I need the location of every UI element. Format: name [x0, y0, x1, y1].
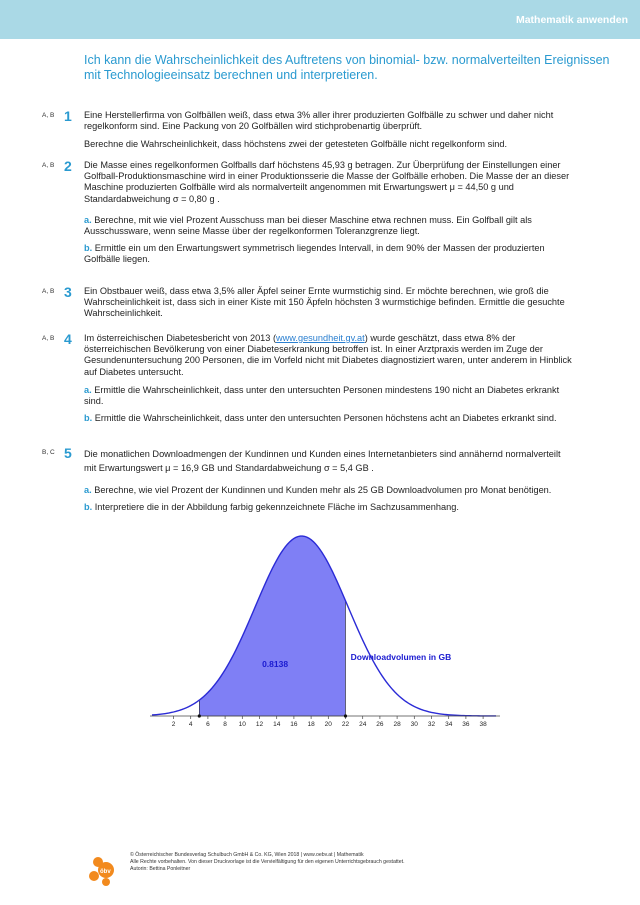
task-text: Ein Obstbauer weiß, dass etwa 3,5% aller Äpfel seiner Ernte wurmstichig sind. Er möchte berechnen, wie groß die Wahrscheinlichkeit ist, dass sich in einer Kiste mit 150 Äpfeln höchsten 3 wurmstichige befinden. Ermittle die gesuchte Wahrscheinlichkeit. — [84, 286, 565, 319]
subtask-label: a. — [84, 214, 92, 225]
x-axis-ticks — [172, 714, 487, 728]
task-tag: B, C — [42, 449, 55, 456]
footer-line-3: Autorin: Bettina Ponleitner — [130, 866, 191, 872]
subtask-a — [84, 385, 574, 407]
subtask-label: b. — [84, 502, 93, 513]
x-tick-label: 34 — [445, 721, 453, 728]
bound-marker — [198, 714, 201, 717]
task-text: Im österreichischen Diabetesbericht von 2013 (www.gesundheit.gv.at) wurde geschätzt, dass etwa 8% der österreichischen Bevölkerung von einer Diabeteserkrankung betroffen ist. In einer Arztpraxis werden im Zuge der Gesundenuntersuchung 200 Personen, die im Vorfeld nicht mit Diabetes diagnostiziert waren, unter anderem in Hinblick auf Diabetes untersucht. — [84, 333, 572, 377]
x-tick-label: 8 — [223, 721, 227, 728]
x-tick-label: 24 — [359, 721, 367, 728]
subtask-b — [84, 243, 574, 265]
task-tag: A, B — [42, 112, 55, 119]
x-tick-label: 18 — [307, 721, 315, 728]
task-question: Berechne die Wahrscheinlichkeit, dass höchstens zwei der getesteten Golfbälle nicht regelkonform sind. — [84, 139, 508, 150]
task-number: 4 — [64, 331, 72, 347]
footer — [130, 852, 405, 873]
gesundheit-link[interactable]: www.gesundheit.gv.at — [276, 333, 365, 343]
subtask-text: Ermittle ein um den Erwartungswert symmetrisch liegendes Intervall, in dem 90% der Massen der produzierten Golfbälle liegen. — [84, 243, 545, 265]
task-number: 3 — [64, 284, 72, 300]
x-tick-label: 4 — [188, 721, 193, 728]
subtask-a — [84, 215, 574, 237]
logo-text: öbv — [100, 869, 111, 875]
x-tick-label: 30 — [410, 721, 418, 728]
footer-line-2: Alle Rechte vorbehalten. Von dieser Druckvorlage ist die Vervielfältigung für den eigenen Unterrichtsgebrauch gestattet. — [130, 859, 405, 865]
task-text: Die monatlichen Downloadmengen der Kundinnen und Kunden eines Internetanbieters sind annähernd normalverteilt mit Erwartungswert μ = 16,9 GB und Standardabweichung σ = 5,4 GB . — [84, 449, 561, 473]
x-tick-label: 6 — [206, 721, 210, 728]
x-axis-label: Downloadvolumen in GB — [350, 652, 452, 662]
shaded-area — [199, 536, 345, 716]
subtask-label: a. — [84, 384, 92, 395]
task-tag: A, B — [42, 288, 55, 295]
normal-distribution-chart — [150, 530, 500, 730]
area-value-label: 0.8138 — [262, 659, 289, 669]
subtask-text: Interpretiere die in der Abbildung farbig gekennzeichnete Fläche im Sachzusammenhang. — [94, 502, 459, 513]
subtask-a — [84, 485, 574, 496]
x-tick-label: 20 — [324, 721, 332, 728]
subtask-label: b. — [84, 413, 93, 424]
x-tick-label: 26 — [376, 721, 384, 728]
subtask-b — [84, 502, 574, 513]
x-tick-label: 14 — [273, 721, 281, 728]
x-tick-label: 2 — [171, 721, 176, 728]
footer-line-1: © Österreichischer Bundesverlag Schulbuch GmbH & Co. KG, Wien 2018 | www.oebv.at | Mathematik — [130, 852, 364, 858]
subtask-text: Ermittle die Wahrscheinlichkeit, dass unter den untersuchten Personen mindestens 190 nicht an Diabetes erkrankt sind. — [84, 384, 560, 407]
task-tag: A, B — [42, 335, 55, 342]
x-tick-label: 10 — [238, 721, 246, 728]
task-text: Die Masse eines regelkonformen Golfballs darf höchstens 45,93 g betragen. Zur Überprüfung der Einstellungen einer Golfball-Produktionsmaschine wird in einer Produktionsserie die Masse der Golfbälle erhoben. Die Masse der an dieser Maschine produzierten Golfbälle wird als normalverteilt angenommen mit Erwartungswert μ = 44,50 g und Standardabweichung σ = 0,80 g . — [84, 160, 570, 204]
x-tick-label: 38 — [479, 721, 487, 728]
task-text: Eine Herstellerfirma von Golfbällen weiß, dass etwa 3% aller ihrer produzierten Golfbälle zu schwer und daher nicht regelkonform sind. Eine Packung von 20 Golfbällen wird stichprobenartig überprüft. — [84, 110, 554, 132]
x-tick-label: 16 — [290, 721, 298, 728]
x-tick-label: 36 — [462, 721, 470, 728]
task-tag: A, B — [42, 162, 55, 169]
x-tick-label: 22 — [341, 721, 350, 728]
x-tick-label: 28 — [393, 721, 401, 728]
task-number: 2 — [64, 158, 72, 174]
task-number: 5 — [64, 445, 72, 461]
x-tick-label: 32 — [427, 721, 436, 728]
header-bar — [0, 0, 640, 39]
learning-goal: Ich kann die Wahrscheinlichkeit des Auftretens von binomial- bzw. normalverteilten Ereignissen mit Technologieeinsatz berechnen und interpretieren. — [84, 53, 610, 82]
subtask-text: Ermittle die Wahrscheinlichkeit, dass unter den untersuchten Personen höchstens acht an Diabetes erkrankt sind. — [94, 413, 557, 424]
subtask-text: Berechne, mit wie viel Prozent Ausschuss man bei dieser Maschine etwa rechnen muss. Ein Golfball gilt als Ausschussware, wenn seine Masse über der regelkonformen Toleranzgrenze liegt. — [84, 214, 532, 237]
bound-marker — [344, 714, 347, 717]
task-number: 1 — [64, 108, 72, 124]
header-title: Mathematik anwenden — [515, 14, 628, 26]
subtask-b — [84, 413, 574, 424]
subtask-label: a. — [84, 485, 92, 495]
oebv-logo — [84, 850, 124, 890]
subtask-text: Berechne, wie viel Prozent der Kundinnen und Kunden mehr als 25 GB Downloadvolumen pro Monat benötigen. — [94, 485, 552, 495]
subtask-label: b. — [84, 243, 93, 254]
x-tick-label: 12 — [255, 721, 264, 728]
